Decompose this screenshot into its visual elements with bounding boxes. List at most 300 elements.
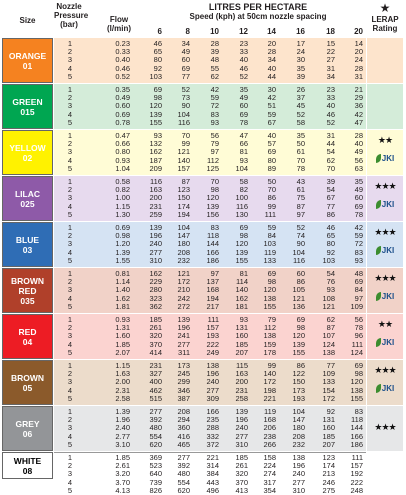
nozzle-code: 035 xyxy=(20,295,35,306)
rate-cell: 310 xyxy=(292,485,305,495)
rate-cell: 39 xyxy=(210,47,219,57)
rate-cell: 114 xyxy=(236,277,248,287)
flow-cell: 2.77 xyxy=(115,431,130,441)
rate-cell: 369 xyxy=(149,453,162,462)
rate-cell: 87 xyxy=(326,323,335,333)
rate-cell: 242 xyxy=(177,293,190,303)
jki-text: JKI xyxy=(381,153,395,163)
rate-cell: 63 xyxy=(354,163,363,173)
nozzle-label-red xyxy=(2,314,53,359)
nozzle-label-white xyxy=(2,452,53,479)
rate-cell: 120 xyxy=(206,193,219,203)
rate-cell: 70 xyxy=(181,131,190,140)
rate-cell: 60 xyxy=(181,55,190,65)
rate-cell: 31 xyxy=(326,63,335,73)
rate-cell: 54 xyxy=(326,185,335,195)
nozzle-label-orange xyxy=(2,38,53,83)
rate-cell: 294 xyxy=(177,415,190,425)
nozzle-code: 01 xyxy=(22,60,33,71)
rate-cell: 31 xyxy=(354,71,363,81)
flow-cell: 3.70 xyxy=(115,477,130,487)
rate-cell: 40 xyxy=(267,131,276,140)
rate-cell: 60 xyxy=(239,101,248,111)
rate-cell: 163 xyxy=(149,185,162,195)
nozzle-code: 05 xyxy=(22,382,33,393)
pressure-cell: 4 xyxy=(67,155,72,165)
rate-cell: 138 xyxy=(292,453,305,462)
rate-cell: 69 xyxy=(296,315,305,324)
flow-cell: 1.20 xyxy=(115,239,130,249)
flow-cell: 1.60 xyxy=(115,331,130,341)
flow-cell: 0.60 xyxy=(115,101,130,111)
rate-cell: 59 xyxy=(354,231,363,241)
rate-cell: 222 xyxy=(350,477,363,487)
pressure-cell: 5 xyxy=(67,255,72,265)
rate-cell: 42 xyxy=(210,85,219,94)
rate-cell: 50 xyxy=(267,177,276,186)
flow-cell: 0.46 xyxy=(115,63,130,73)
lerap-stars: ★★★ xyxy=(374,422,396,432)
nozzle-code: 08 xyxy=(22,465,33,476)
speed-header-12: 12 xyxy=(239,27,248,36)
rate-cell: 29 xyxy=(354,93,363,103)
flow-cell: 0.69 xyxy=(115,109,130,119)
rate-cell: 162 xyxy=(149,269,162,278)
leaf-icon xyxy=(376,246,381,255)
rate-cell: 69 xyxy=(354,361,363,370)
rate-cell: 178 xyxy=(263,347,276,357)
rate-cell: 79 xyxy=(210,139,219,149)
rate-cell: 49 xyxy=(239,93,248,103)
rate-cell: 80 xyxy=(267,155,276,165)
rate-cell: 62 xyxy=(210,71,219,81)
rate-cell: 78 xyxy=(239,117,248,127)
rate-cell: 222 xyxy=(206,339,219,349)
rate-cell: 65 xyxy=(153,47,162,57)
rate-cell: 309 xyxy=(206,393,219,403)
pressure-cell: 1 xyxy=(67,315,72,324)
rate-cell: 20 xyxy=(354,47,363,57)
rate-cell: 83 xyxy=(210,223,219,232)
jki-logo xyxy=(370,336,400,348)
nozzle-label-blue xyxy=(2,222,53,267)
pressure-cell: 1 xyxy=(67,407,72,416)
rate-cell: 72 xyxy=(210,101,219,111)
rate-cell: 261 xyxy=(149,323,162,333)
rate-cell: 86 xyxy=(296,361,305,370)
flow-cell: 2.61 xyxy=(115,461,130,471)
rate-cell: 75 xyxy=(296,193,305,203)
rate-cell: 80 xyxy=(153,55,162,65)
rate-cell: 154 xyxy=(322,385,335,395)
rate-cell: 131 xyxy=(322,415,335,425)
rate-cell: 34 xyxy=(181,39,190,48)
header-size: Size xyxy=(19,16,36,25)
rating-cell-orange xyxy=(367,38,403,83)
pressure-cell: 1 xyxy=(67,223,72,232)
rate-cell: 78 xyxy=(354,323,363,333)
rate-cell: 139 xyxy=(149,109,162,119)
rate-cell: 103 xyxy=(263,239,276,249)
rate-cell: 35 xyxy=(239,85,248,94)
rate-cell: 111 xyxy=(351,339,363,349)
rate-cell: 39 xyxy=(296,71,305,81)
rate-cell: 372 xyxy=(206,439,219,449)
jki-logo xyxy=(370,152,400,164)
rate-cell: 48 xyxy=(210,55,219,65)
rate-cell: 111 xyxy=(207,315,219,324)
rate-cell: 280 xyxy=(149,285,162,295)
rate-cell: 136 xyxy=(292,301,305,311)
rate-cell: 288 xyxy=(206,423,219,433)
rate-cell: 107 xyxy=(322,331,335,341)
rate-cell: 92 xyxy=(326,247,335,257)
rate-cell: 116 xyxy=(150,177,162,186)
rate-cell: 104 xyxy=(177,109,190,119)
rate-cell: 277 xyxy=(149,247,162,257)
rate-cell: 46 xyxy=(239,63,248,73)
rate-cell: 73 xyxy=(181,93,190,103)
rate-cell: 49 xyxy=(354,185,363,195)
lerap-star-icon: ★ xyxy=(379,1,391,15)
rate-cell: 69 xyxy=(354,277,363,287)
pressure-cell: 3 xyxy=(67,331,72,341)
nozzle-name: YELLOW xyxy=(9,142,46,153)
rate-cell: 120 xyxy=(292,331,305,341)
rate-cell: 37 xyxy=(296,93,305,103)
rate-cell: 139 xyxy=(149,223,162,232)
rate-cell: 739 xyxy=(149,477,162,487)
rate-cell: 554 xyxy=(177,477,190,487)
rate-cell: 172 xyxy=(177,277,190,287)
rate-cell: 140 xyxy=(263,369,276,379)
rate-cell: 44 xyxy=(326,139,335,149)
rate-cell: 65 xyxy=(326,231,335,241)
rate-cell: 66 xyxy=(239,139,248,149)
rate-cell: 139 xyxy=(235,407,248,416)
rate-cell: 207 xyxy=(322,439,335,449)
rate-cell: 240 xyxy=(149,239,162,249)
flow-cell: 1.63 xyxy=(115,369,130,379)
flow-cell: 1.04 xyxy=(115,163,130,173)
rate-cell: 249 xyxy=(206,347,219,357)
flow-cell: 1.62 xyxy=(115,293,130,303)
rate-cell: 496 xyxy=(206,485,219,495)
rate-cell: 119 xyxy=(264,407,276,416)
rate-cell: 346 xyxy=(177,385,190,395)
nozzle-name: BROWN RED xyxy=(10,275,45,296)
rate-cell: 172 xyxy=(263,377,276,387)
rate-cell: 123 xyxy=(177,185,190,195)
rate-cell: 103 xyxy=(322,255,335,265)
rate-cell: 28 xyxy=(210,39,219,48)
rate-cell: 49 xyxy=(354,147,363,157)
pressure-cell: 3 xyxy=(67,377,72,387)
rate-cell: 31 xyxy=(326,131,335,140)
rate-cell: 354 xyxy=(263,485,276,495)
flow-cell: 1.96 xyxy=(115,415,130,425)
speed-header-16: 16 xyxy=(296,27,305,36)
rate-cell: 15 xyxy=(326,39,335,48)
rate-cell: 172 xyxy=(322,393,335,403)
rate-cell: 28 xyxy=(267,47,276,57)
rate-cell: 83 xyxy=(354,247,363,257)
nozzle-name: WHITE xyxy=(13,455,42,466)
rate-cell: 392 xyxy=(177,461,190,471)
rate-cell: 78 xyxy=(296,163,305,173)
rate-cell: 90 xyxy=(296,239,305,249)
rate-cell: 400 xyxy=(149,377,162,387)
rate-cell: 30 xyxy=(267,85,276,94)
rate-cell: 186 xyxy=(350,439,363,449)
rate-cell: 139 xyxy=(177,315,190,324)
pressure-cell: 2 xyxy=(67,369,72,379)
rating-cell-white xyxy=(367,452,403,479)
rate-cell: 277 xyxy=(235,431,248,441)
nozzle-label-brownred xyxy=(2,268,53,313)
rate-cell: 87 xyxy=(181,177,190,186)
rate-cell: 86 xyxy=(326,209,335,219)
flow-cell: 0.49 xyxy=(115,93,130,103)
pressure-cell: 4 xyxy=(67,201,72,211)
rate-cell: 23 xyxy=(326,85,335,94)
jki-text: JKI xyxy=(381,245,395,255)
flow-cell: 1.00 xyxy=(115,193,130,203)
pressure-cell: 1 xyxy=(67,131,72,140)
rate-cell: 81 xyxy=(239,269,248,278)
rate-cell: 323 xyxy=(149,293,162,303)
rate-cell: 98 xyxy=(296,323,305,333)
pressure-cell: 1 xyxy=(67,453,72,462)
pressure-cell: 3 xyxy=(67,469,72,479)
pressure-cell: 3 xyxy=(67,101,72,111)
rate-cell: 155 xyxy=(292,347,305,357)
rate-cell: 235 xyxy=(206,415,219,425)
rate-cell: 245 xyxy=(177,369,190,379)
pressure-cell: 3 xyxy=(67,423,72,433)
rate-cell: 221 xyxy=(263,393,276,403)
rate-cell: 46 xyxy=(326,109,335,119)
rate-cell: 116 xyxy=(236,201,248,211)
pressure-cell: 1 xyxy=(67,269,72,278)
rate-cell: 51 xyxy=(267,101,276,111)
rate-cell: 77 xyxy=(181,71,190,81)
rate-cell: 28 xyxy=(354,131,363,140)
rate-cell: 97 xyxy=(354,293,363,303)
rate-cell: 52 xyxy=(239,71,248,81)
rate-cell: 116 xyxy=(293,255,305,265)
header-pressure-text: Pressure xyxy=(54,11,89,20)
rate-cell: 185 xyxy=(322,431,335,441)
rate-cell: 120 xyxy=(350,377,363,387)
rate-cell: 17 xyxy=(296,39,305,48)
nozzle-name: RED xyxy=(18,326,37,337)
nozzle-code: 025 xyxy=(20,198,35,209)
rate-cell: 310 xyxy=(235,439,248,449)
rate-cell: 40 xyxy=(326,101,335,111)
rate-cell: 327 xyxy=(149,369,162,379)
rate-cell: 69 xyxy=(354,201,363,211)
rate-cell: 43 xyxy=(296,177,305,186)
rate-cell: 207 xyxy=(235,347,248,357)
rate-cell: 274 xyxy=(263,469,276,479)
rate-cell: 155 xyxy=(350,393,363,403)
jki-text: JKI xyxy=(381,199,395,209)
rate-cell: 42 xyxy=(354,223,363,232)
flow-cell: 1.39 xyxy=(115,407,130,416)
jki-logo xyxy=(370,198,400,210)
rate-cell: 49 xyxy=(181,47,190,57)
rate-cell: 360 xyxy=(177,423,190,433)
rate-cell: 52 xyxy=(296,109,305,119)
rate-cell: 156 xyxy=(206,209,219,219)
jki-text: JKI xyxy=(381,291,395,301)
header-lerap xyxy=(367,15,403,33)
pressure-cell: 4 xyxy=(67,109,72,119)
lerap-stars: ★★ xyxy=(377,319,393,329)
rate-cell: 131 xyxy=(235,323,248,333)
leaf-icon xyxy=(376,292,381,301)
rate-cell: 187 xyxy=(149,155,162,165)
nozzle-label-green xyxy=(2,84,53,129)
rate-cell: 20 xyxy=(267,39,276,48)
flow-cell: 2.00 xyxy=(115,377,130,387)
rate-cell: 57 xyxy=(267,139,276,149)
pressure-cell: 5 xyxy=(67,485,72,495)
jki-logo xyxy=(370,244,400,256)
rate-cell: 210 xyxy=(177,285,190,295)
rate-cell: 111 xyxy=(264,209,276,219)
flow-cell: 0.52 xyxy=(115,71,130,81)
rate-cell: 196 xyxy=(235,415,248,425)
flow-cell: 3.10 xyxy=(115,439,130,449)
rate-cell: 213 xyxy=(322,469,335,479)
rate-cell: 162 xyxy=(149,147,162,157)
rate-cell: 109 xyxy=(322,369,335,379)
flow-cell: 0.80 xyxy=(115,147,130,157)
rate-cell: 147 xyxy=(177,231,190,241)
rate-cell: 26 xyxy=(296,85,305,94)
rate-cell: 139 xyxy=(206,201,219,211)
rate-cell: 384 xyxy=(206,469,219,479)
rate-cell: 46 xyxy=(153,39,162,48)
rate-cell: 28 xyxy=(354,63,363,73)
rate-cell: 320 xyxy=(235,469,248,479)
rate-cell: 86 xyxy=(296,277,305,287)
jki-logo xyxy=(370,290,400,302)
flow-cell: 1.55 xyxy=(115,255,130,265)
lerap-stars: ★★★ xyxy=(374,181,396,191)
header-lerap-text: LERAP xyxy=(371,15,399,24)
rate-cell: 240 xyxy=(292,469,305,479)
rate-cell: 69 xyxy=(267,147,276,157)
rate-cell: 133 xyxy=(322,377,335,387)
flow-cell: 0.78 xyxy=(115,117,130,127)
rate-cell: 74 xyxy=(296,231,305,241)
rate-cell: 465 xyxy=(177,439,190,449)
nozzle-name: BLUE xyxy=(15,234,40,245)
rate-cell: 70 xyxy=(210,177,219,186)
rate-cell: 67 xyxy=(267,117,276,127)
rate-cell: 81 xyxy=(239,147,248,157)
rate-cell: 221 xyxy=(206,453,219,462)
pressure-cell: 5 xyxy=(67,163,72,173)
rate-cell: 120 xyxy=(235,239,248,249)
rate-cell: 523 xyxy=(149,461,162,471)
rate-cell: 119 xyxy=(264,247,276,257)
rate-cell: 93 xyxy=(354,255,363,265)
rate-cell: 258 xyxy=(235,393,248,403)
flow-cell: 0.35 xyxy=(115,85,130,94)
flow-cell: 0.82 xyxy=(115,185,130,195)
flow-cell: 2.07 xyxy=(115,347,130,357)
rate-cell: 133 xyxy=(263,255,276,265)
flow-cell: 1.39 xyxy=(115,247,130,257)
rate-cell: 137 xyxy=(206,277,219,287)
nozzle-name: LILAC xyxy=(14,188,41,199)
rate-cell: 150 xyxy=(177,193,190,203)
flow-cell: 4.13 xyxy=(115,485,130,495)
rate-cell: 147 xyxy=(292,415,305,425)
rate-cell: 121 xyxy=(177,147,190,157)
rate-cell: 275 xyxy=(322,485,335,495)
header-nozzle-pressure xyxy=(54,2,89,29)
rate-cell: 259 xyxy=(149,209,162,219)
rate-cell: 69 xyxy=(181,63,190,73)
rate-cell: 118 xyxy=(351,415,363,425)
rate-cell: 515 xyxy=(149,393,162,403)
rate-cell: 77 xyxy=(326,361,335,370)
rate-cell: 166 xyxy=(206,407,219,416)
rate-cell: 174 xyxy=(177,201,190,211)
pressure-cell: 3 xyxy=(67,193,72,203)
rate-cell: 224 xyxy=(263,461,276,471)
rate-cell: 185 xyxy=(235,453,248,462)
leaf-icon xyxy=(376,154,381,163)
rate-cell: 168 xyxy=(263,415,276,425)
rate-cell: 139 xyxy=(292,339,305,349)
rate-cell: 45 xyxy=(296,101,305,111)
rate-cell: 150 xyxy=(292,377,305,387)
nozzle-code: 015 xyxy=(20,106,35,117)
rate-cell: 93 xyxy=(153,131,162,140)
rate-cell: 370 xyxy=(235,477,248,487)
rate-cell: 130 xyxy=(235,209,248,219)
rate-cell: 231 xyxy=(149,361,162,370)
rate-cell: 112 xyxy=(264,323,276,333)
rate-cell: 314 xyxy=(206,461,219,471)
rate-cell: 40 xyxy=(267,63,276,73)
rate-cell: 231 xyxy=(235,385,248,395)
flow-cell: 1.30 xyxy=(115,209,130,219)
rating-cell-green xyxy=(367,84,403,129)
rate-cell: 89 xyxy=(267,163,276,173)
rate-cell: 76 xyxy=(326,277,335,287)
rate-cell: 103 xyxy=(149,71,162,81)
rate-cell: 27 xyxy=(326,55,335,65)
rate-cell: 93 xyxy=(239,155,248,165)
rate-cell: 14 xyxy=(354,39,363,48)
rate-cell: 277 xyxy=(177,453,190,462)
rate-cell: 70 xyxy=(267,185,276,195)
rate-cell: 186 xyxy=(206,255,219,265)
rate-cell: 416 xyxy=(177,431,190,441)
flow-cell: 2.58 xyxy=(115,393,130,403)
rate-cell: 104 xyxy=(177,223,190,232)
rate-cell: 620 xyxy=(177,485,190,495)
header-flow-unit: (l/min) xyxy=(107,24,131,33)
speed-header-10: 10 xyxy=(210,27,219,36)
